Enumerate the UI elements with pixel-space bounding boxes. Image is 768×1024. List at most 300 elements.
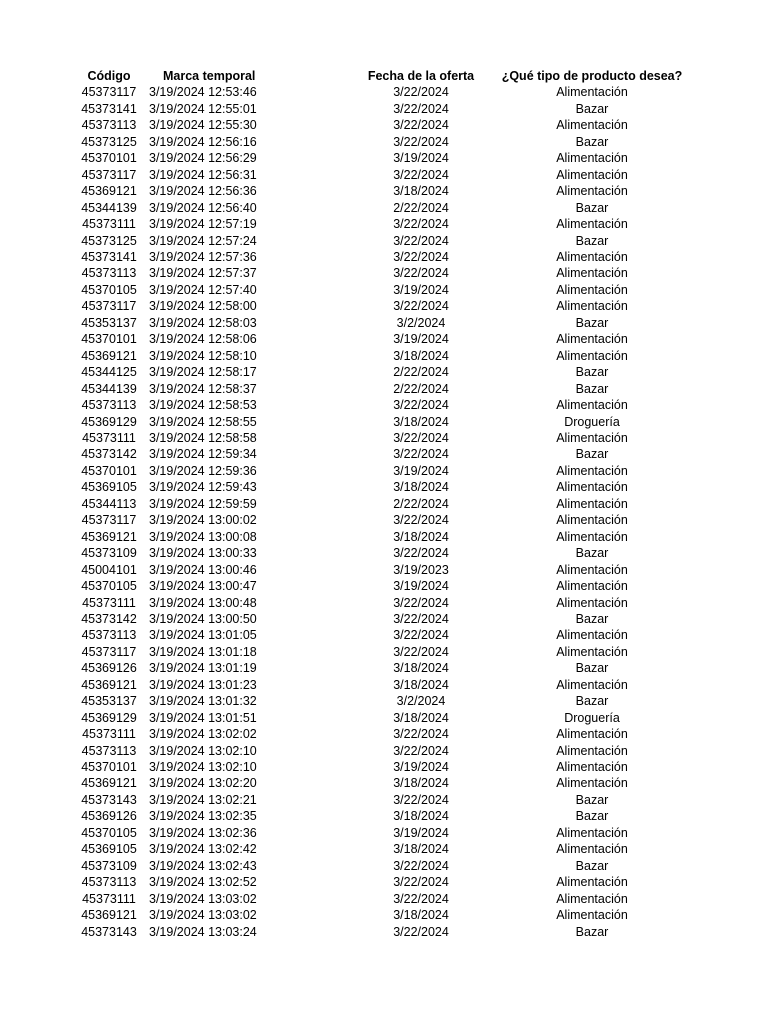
cell-codigo: 45373117: [81, 167, 137, 182]
cell-marca-temporal: 3/19/2024 12:58:06: [149, 332, 257, 347]
cell-marca-temporal: 3/19/2024 12:57:40: [149, 282, 257, 297]
table-row: [0, 249, 768, 265]
cell-tipo-producto: Alimentación: [556, 727, 628, 742]
cell-tipo-producto: Alimentación: [556, 249, 628, 264]
cell-tipo-producto: Bazar: [575, 101, 609, 116]
left-gutter: [0, 710, 73, 726]
cell-marca-temporal: 3/19/2024 13:02:20: [149, 776, 257, 791]
table-row: [0, 660, 768, 676]
cell-tipo-producto: Alimentación: [556, 184, 628, 199]
cell-fecha-oferta: 3/22/2024: [393, 792, 449, 807]
cell-tipo-producto: Bazar: [575, 694, 609, 709]
cell-tipo-producto: Alimentación: [556, 266, 628, 281]
cell-tipo-producto: Alimentación: [556, 562, 628, 577]
right-gutter: [684, 68, 768, 84]
cell-marca-temporal: 3/19/2024 12:56:29: [149, 151, 257, 166]
table-row: [0, 808, 768, 824]
cell-fecha-oferta: 3/22/2024: [393, 513, 449, 528]
cell-marca-temporal: 3/19/2024 12:59:34: [149, 447, 257, 462]
table-row: [0, 364, 768, 380]
table-row: [0, 463, 768, 479]
table-row: [0, 874, 768, 890]
right-gutter: [684, 331, 768, 347]
cell-codigo: 45373142: [81, 611, 137, 626]
left-gutter: [0, 891, 73, 907]
cell-marca-temporal: 3/19/2024 12:56:16: [149, 134, 257, 149]
cell-codigo: 45373143: [81, 924, 137, 939]
cell-codigo: 45369105: [81, 842, 137, 857]
right-gutter: [684, 364, 768, 380]
cell-fecha-oferta: 2/22/2024: [393, 365, 449, 380]
cell-codigo: 45373111: [82, 595, 136, 610]
left-gutter: [0, 693, 73, 709]
cell-codigo: 45370101: [81, 760, 137, 775]
right-gutter: [684, 808, 768, 824]
cell-marca-temporal: 3/19/2024 12:58:03: [149, 315, 257, 330]
cell-codigo: 45370101: [81, 151, 137, 166]
left-gutter: [0, 479, 73, 495]
left-gutter: [0, 315, 73, 331]
table-row: [0, 759, 768, 775]
cell-codigo: 45373113: [81, 266, 137, 281]
cell-codigo: 45369121: [81, 529, 137, 544]
cell-fecha-oferta: 3/19/2023: [393, 562, 449, 577]
right-gutter: [684, 414, 768, 430]
cell-marca-temporal: 3/19/2024 12:55:30: [149, 118, 257, 133]
left-gutter: [0, 84, 73, 100]
cell-tipo-producto: Alimentación: [556, 398, 628, 413]
right-gutter: [684, 463, 768, 479]
cell-fecha-oferta: 3/22/2024: [393, 266, 449, 281]
cell-tipo-producto: Bazar: [575, 792, 609, 807]
right-gutter: [684, 479, 768, 495]
left-gutter: [0, 726, 73, 742]
cell-tipo-producto: Bazar: [575, 381, 609, 396]
right-gutter: [684, 348, 768, 364]
cell-marca-temporal: 3/19/2024 13:02:21: [149, 792, 257, 807]
cell-marca-temporal: 3/19/2024 13:00:50: [149, 611, 257, 626]
table-row: [0, 331, 768, 347]
cell-tipo-producto: Alimentación: [556, 776, 628, 791]
left-gutter: [0, 858, 73, 874]
cell-marca-temporal: 3/19/2024 12:57:37: [149, 266, 257, 281]
cell-tipo-producto: Alimentación: [556, 118, 628, 133]
cell-codigo: 45373109: [81, 546, 137, 561]
cell-codigo: 45369121: [81, 184, 137, 199]
cell-codigo: 45373117: [81, 299, 137, 314]
cell-fecha-oferta: 3/22/2024: [393, 891, 449, 906]
cell-fecha-oferta: 3/22/2024: [393, 118, 449, 133]
cell-fecha-oferta: 3/22/2024: [393, 595, 449, 610]
cell-tipo-producto: Bazar: [575, 611, 609, 626]
cell-fecha-oferta: 3/22/2024: [393, 299, 449, 314]
left-gutter: [0, 644, 73, 660]
left-gutter: [0, 874, 73, 890]
cell-fecha-oferta: 3/22/2024: [393, 628, 449, 643]
cell-fecha-oferta: 3/22/2024: [393, 249, 449, 264]
table-row: [0, 578, 768, 594]
table-row: [0, 627, 768, 643]
table-row: [0, 611, 768, 627]
right-gutter: [684, 446, 768, 462]
cell-marca-temporal: 3/19/2024 13:03:02: [149, 908, 257, 923]
left-gutter: [0, 216, 73, 232]
table-row: [0, 545, 768, 561]
cell-fecha-oferta: 3/19/2024: [393, 463, 449, 478]
table-row: [0, 858, 768, 874]
cell-codigo: 45373117: [81, 513, 137, 528]
cell-fecha-oferta: 3/19/2024: [393, 579, 449, 594]
left-gutter: [0, 463, 73, 479]
right-gutter: [684, 545, 768, 561]
cell-fecha-oferta: 2/22/2024: [393, 496, 449, 511]
left-gutter: [0, 134, 73, 150]
cell-fecha-oferta: 3/18/2024: [393, 908, 449, 923]
left-gutter: [0, 414, 73, 430]
table-row: [0, 414, 768, 430]
cell-marca-temporal: 3/19/2024 12:56:31: [149, 167, 257, 182]
cell-codigo: 45369129: [81, 710, 137, 725]
cell-tipo-producto: Bazar: [575, 315, 609, 330]
left-gutter: [0, 150, 73, 166]
left-gutter: [0, 381, 73, 397]
cell-marca-temporal: 3/19/2024 12:59:59: [149, 496, 257, 511]
cell-codigo: 45353137: [81, 315, 137, 330]
cell-fecha-oferta: 3/22/2024: [393, 743, 449, 758]
right-gutter: [684, 611, 768, 627]
right-gutter: [684, 529, 768, 545]
cell-codigo: 45373111: [82, 891, 136, 906]
left-gutter: [0, 775, 73, 791]
left-gutter: [0, 167, 73, 183]
table-row: [0, 381, 768, 397]
left-gutter: [0, 348, 73, 364]
cell-marca-temporal: 3/19/2024 13:01:19: [149, 661, 257, 676]
left-gutter: [0, 233, 73, 249]
cell-codigo: 45370105: [81, 579, 137, 594]
cell-fecha-oferta: 3/18/2024: [393, 677, 449, 692]
cell-tipo-producto: Alimentación: [556, 595, 628, 610]
cell-marca-temporal: 3/19/2024 12:58:55: [149, 414, 257, 429]
cell-tipo-producto: Alimentación: [556, 167, 628, 182]
cell-tipo-producto: Alimentación: [556, 644, 628, 659]
cell-codigo: 45373117: [81, 85, 137, 100]
cell-marca-temporal: 3/19/2024 12:56:36: [149, 184, 257, 199]
cell-fecha-oferta: 3/22/2024: [393, 167, 449, 182]
cell-codigo: 45369105: [81, 480, 137, 495]
cell-tipo-producto: Alimentación: [556, 825, 628, 840]
cell-marca-temporal: 3/19/2024 13:02:36: [149, 825, 257, 840]
table-row: [0, 743, 768, 759]
cell-tipo-producto: Alimentación: [556, 496, 628, 511]
table-row: [0, 562, 768, 578]
cell-fecha-oferta: 3/19/2024: [393, 760, 449, 775]
table-row: [0, 924, 768, 940]
cell-fecha-oferta: 3/18/2024: [393, 480, 449, 495]
right-gutter: [684, 134, 768, 150]
left-gutter: [0, 249, 73, 265]
cell-codigo: 45344113: [81, 496, 137, 511]
cell-codigo: 45369121: [81, 776, 137, 791]
right-gutter: [684, 282, 768, 298]
right-gutter: [684, 710, 768, 726]
table-row: [0, 595, 768, 611]
table-row: [0, 792, 768, 808]
table-row: [0, 282, 768, 298]
right-gutter: [684, 200, 768, 216]
cell-fecha-oferta: 3/22/2024: [393, 85, 449, 100]
left-gutter: [0, 117, 73, 133]
cell-marca-temporal: 3/19/2024 13:00:47: [149, 579, 257, 594]
right-gutter: [684, 249, 768, 265]
cell-marca-temporal: 3/19/2024 13:00:02: [149, 513, 257, 528]
cell-tipo-producto: Alimentación: [556, 217, 628, 232]
right-gutter: [684, 101, 768, 117]
cell-tipo-producto: Droguería: [564, 414, 620, 429]
right-gutter: [684, 726, 768, 742]
cell-marca-temporal: 3/19/2024 13:01:05: [149, 628, 257, 643]
cell-tipo-producto: Alimentación: [556, 760, 628, 775]
cell-marca-temporal: 3/19/2024 13:02:10: [149, 743, 257, 758]
cell-codigo: 45373113: [81, 743, 137, 758]
cell-fecha-oferta: 3/19/2024: [393, 332, 449, 347]
cell-marca-temporal: 3/19/2024 12:57:19: [149, 217, 257, 232]
right-gutter: [684, 792, 768, 808]
cell-marca-temporal: 3/19/2024 13:02:35: [149, 809, 257, 824]
table-row: [0, 644, 768, 660]
table-row: [0, 710, 768, 726]
cell-tipo-producto: Alimentación: [556, 908, 628, 923]
data-table: [0, 68, 768, 940]
cell-fecha-oferta: 3/19/2024: [393, 282, 449, 297]
left-gutter: [0, 578, 73, 594]
cell-tipo-producto: Bazar: [575, 134, 609, 149]
header-codigo: Código: [87, 69, 131, 83]
cell-marca-temporal: 3/19/2024 13:00:08: [149, 529, 257, 544]
cell-codigo: 45344139: [81, 200, 137, 215]
cell-marca-temporal: 3/19/2024 12:58:58: [149, 430, 257, 445]
right-gutter: [684, 150, 768, 166]
table-row: [0, 233, 768, 249]
cell-fecha-oferta: 3/22/2024: [393, 430, 449, 445]
cell-fecha-oferta: 3/22/2024: [393, 875, 449, 890]
cell-tipo-producto: Bazar: [575, 233, 609, 248]
right-gutter: [684, 858, 768, 874]
cell-codigo: 45373141: [81, 249, 137, 264]
cell-codigo: 45369126: [81, 809, 137, 824]
cell-tipo-producto: Alimentación: [556, 348, 628, 363]
cell-marca-temporal: 3/19/2024 12:58:17: [149, 365, 257, 380]
cell-marca-temporal: 3/19/2024 13:00:48: [149, 595, 257, 610]
left-gutter: [0, 841, 73, 857]
cell-tipo-producto: Alimentación: [556, 743, 628, 758]
cell-codigo: 45373117: [81, 644, 137, 659]
cell-tipo-producto: Bazar: [575, 924, 609, 939]
cell-marca-temporal: 3/19/2024 12:57:24: [149, 233, 257, 248]
header-marca-temporal: Marca temporal: [163, 69, 256, 83]
table-row: [0, 200, 768, 216]
cell-marca-temporal: 3/19/2024 13:00:33: [149, 546, 257, 561]
right-gutter: [684, 167, 768, 183]
right-gutter: [684, 891, 768, 907]
cell-fecha-oferta: 2/22/2024: [393, 381, 449, 396]
right-gutter: [684, 183, 768, 199]
cell-tipo-producto: Alimentación: [556, 332, 628, 347]
left-gutter: [0, 529, 73, 545]
cell-codigo: 45370101: [81, 332, 137, 347]
cell-tipo-producto: Bazar: [575, 546, 609, 561]
left-gutter: [0, 924, 73, 940]
cell-marca-temporal: 3/19/2024 12:59:43: [149, 480, 257, 495]
cell-fecha-oferta: 3/19/2024: [393, 825, 449, 840]
right-gutter: [684, 874, 768, 890]
cell-tipo-producto: Alimentación: [556, 579, 628, 594]
table-row: [0, 150, 768, 166]
cell-tipo-producto: Bazar: [575, 365, 609, 380]
cell-fecha-oferta: 3/18/2024: [393, 414, 449, 429]
cell-fecha-oferta: 3/18/2024: [393, 842, 449, 857]
table-row: [0, 315, 768, 331]
left-gutter: [0, 331, 73, 347]
cell-fecha-oferta: 3/22/2024: [393, 858, 449, 873]
cell-tipo-producto: Alimentación: [556, 463, 628, 478]
cell-marca-temporal: 3/19/2024 12:58:53: [149, 398, 257, 413]
table-row: [0, 183, 768, 199]
left-gutter: [0, 512, 73, 528]
cell-codigo: 45344125: [81, 365, 137, 380]
cell-tipo-producto: Alimentación: [556, 529, 628, 544]
right-gutter: [684, 512, 768, 528]
cell-codigo: 45373143: [81, 792, 137, 807]
cell-tipo-producto: Alimentación: [556, 151, 628, 166]
cell-codigo: 45373113: [81, 875, 137, 890]
table-row: [0, 446, 768, 462]
right-gutter: [684, 117, 768, 133]
cell-marca-temporal: 3/19/2024 13:01:23: [149, 677, 257, 692]
cell-fecha-oferta: 3/22/2024: [393, 398, 449, 413]
cell-marca-temporal: 3/19/2024 13:03:24: [149, 924, 257, 939]
left-gutter: [0, 627, 73, 643]
cell-codigo: 45373111: [82, 430, 136, 445]
right-gutter: [684, 595, 768, 611]
cell-tipo-producto: Bazar: [575, 858, 609, 873]
cell-fecha-oferta: 3/2/2024: [396, 315, 446, 330]
cell-marca-temporal: 3/19/2024 12:55:01: [149, 101, 257, 116]
table-row: [0, 512, 768, 528]
cell-codigo: 45373141: [81, 101, 137, 116]
cell-tipo-producto: Alimentación: [556, 677, 628, 692]
right-gutter: [684, 644, 768, 660]
cell-fecha-oferta: 3/18/2024: [393, 348, 449, 363]
cell-codigo: 45369126: [81, 661, 137, 676]
table-row: [0, 84, 768, 100]
right-gutter: [684, 627, 768, 643]
table-row: [0, 693, 768, 709]
table-row: [0, 529, 768, 545]
cell-marca-temporal: 3/19/2024 12:58:37: [149, 381, 257, 396]
cell-tipo-producto: Bazar: [575, 809, 609, 824]
right-gutter: [684, 825, 768, 841]
cell-codigo: 45370105: [81, 282, 137, 297]
table-row: [0, 298, 768, 314]
cell-codigo: 45369121: [81, 908, 137, 923]
right-gutter: [684, 84, 768, 100]
right-gutter: [684, 381, 768, 397]
cell-fecha-oferta: 3/22/2024: [393, 546, 449, 561]
right-gutter: [684, 759, 768, 775]
cell-tipo-producto: Bazar: [575, 447, 609, 462]
left-gutter: [0, 808, 73, 824]
right-gutter: [684, 315, 768, 331]
cell-tipo-producto: Droguería: [564, 710, 620, 725]
cell-marca-temporal: 3/19/2024 13:02:42: [149, 842, 257, 857]
cell-tipo-producto: Alimentación: [556, 282, 628, 297]
cell-fecha-oferta: 3/22/2024: [393, 447, 449, 462]
left-gutter: [0, 282, 73, 298]
cell-codigo: 45369121: [81, 677, 137, 692]
cell-codigo: 45373109: [81, 858, 137, 873]
cell-tipo-producto: Alimentación: [556, 480, 628, 495]
right-gutter: [684, 578, 768, 594]
cell-marca-temporal: 3/19/2024 12:56:40: [149, 200, 257, 215]
table-row: [0, 117, 768, 133]
cell-fecha-oferta: 3/22/2024: [393, 727, 449, 742]
cell-tipo-producto: Alimentación: [556, 628, 628, 643]
cell-fecha-oferta: 3/22/2024: [393, 233, 449, 248]
right-gutter: [684, 907, 768, 923]
right-gutter: [684, 233, 768, 249]
cell-codigo: 45373111: [82, 217, 136, 232]
cell-codigo: 45373111: [82, 727, 136, 742]
right-gutter: [684, 743, 768, 759]
cell-fecha-oferta: 3/22/2024: [393, 924, 449, 939]
cell-tipo-producto: Bazar: [575, 661, 609, 676]
cell-codigo: 45353137: [81, 694, 137, 709]
cell-fecha-oferta: 3/2/2024: [396, 694, 446, 709]
cell-tipo-producto: Alimentación: [556, 430, 628, 445]
right-gutter: [684, 677, 768, 693]
cell-marca-temporal: 3/19/2024 12:58:10: [149, 348, 257, 363]
left-gutter: [0, 200, 73, 216]
cell-tipo-producto: Alimentación: [556, 513, 628, 528]
left-gutter: [0, 677, 73, 693]
cell-fecha-oferta: 3/18/2024: [393, 776, 449, 791]
left-gutter: [0, 265, 73, 281]
table-row: [0, 430, 768, 446]
cell-fecha-oferta: 3/18/2024: [393, 809, 449, 824]
table-row: [0, 348, 768, 364]
table-row: [0, 891, 768, 907]
cell-marca-temporal: 3/19/2024 12:53:46: [149, 85, 257, 100]
table-row: [0, 841, 768, 857]
header-fecha-oferta: Fecha de la oferta: [367, 69, 475, 83]
header-tipo-producto: ¿Qué tipo de producto desea?: [501, 69, 683, 83]
left-gutter: [0, 101, 73, 117]
right-gutter: [684, 775, 768, 791]
cell-marca-temporal: 3/19/2024 13:02:52: [149, 875, 257, 890]
table-row: [0, 726, 768, 742]
cell-fecha-oferta: 3/22/2024: [393, 644, 449, 659]
cell-tipo-producto: Bazar: [575, 200, 609, 215]
right-gutter: [684, 693, 768, 709]
table-row: [0, 479, 768, 495]
cell-codigo: 45373113: [81, 628, 137, 643]
cell-marca-temporal: 3/19/2024 13:02:43: [149, 858, 257, 873]
right-gutter: [684, 216, 768, 232]
cell-marca-temporal: 3/19/2024 12:57:36: [149, 249, 257, 264]
table-row: [0, 397, 768, 413]
cell-fecha-oferta: 3/22/2024: [393, 611, 449, 626]
